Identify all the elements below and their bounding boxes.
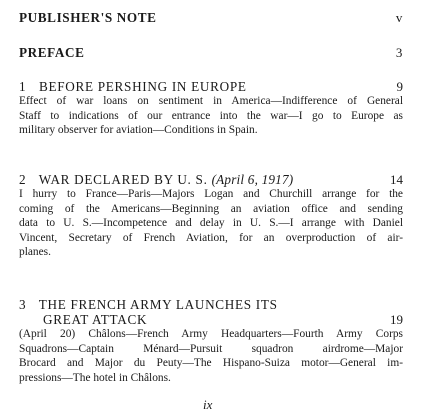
toc-entry-title: PREFACE: [19, 45, 85, 60]
chapter-page: 14: [390, 172, 403, 187]
summary-line: Staff to indications of our entrance into the war—I go to Europe as: [19, 109, 403, 122]
toc-entry-title: PUBLISHER'S NOTE: [19, 10, 157, 25]
chapter-page: 9: [396, 79, 403, 94]
summary-line: military observer for aviation—Conditions in Spain.: [19, 124, 258, 136]
summary-line: Brocard and Major du Peuty—The Hispano-Suiza motor—General im-: [19, 357, 403, 369]
chapter-title-line-1: THE FRENCH ARMY LAUNCHES ITS: [38, 297, 278, 312]
summary-line: Squadrons—Captain Ménard—Pursuit squadron airdrome—Major: [19, 342, 403, 355]
chapter-number: 2: [19, 172, 26, 187]
chapter-heading: [19, 172, 403, 187]
chapter-summary: [19, 187, 403, 260]
toc-entry-preface: [19, 45, 403, 61]
summary-line: Vincent, Secretary of French Aviation, for an overproduction of air-: [19, 231, 403, 244]
toc-chapter-3: [19, 297, 403, 385]
chapter-title: WAR DECLARED BY U. S.: [38, 172, 208, 187]
summary-line: (April 20) Châlons—French Army Headquarters—Fourth Army Corps: [19, 328, 403, 340]
page-number: ix: [203, 397, 213, 412]
summary-line: planes.: [19, 246, 51, 258]
toc-chapter-2: [19, 172, 403, 260]
summary-line: Effect of war loans on sentiment in America—Indifference of General: [19, 95, 403, 107]
summary-line: I hurry to France—Paris—Majors Logan and Churchill arrange for the: [19, 188, 403, 200]
chapter-heading: [19, 79, 403, 94]
toc-entry-publishers-note: [19, 10, 403, 26]
chapter-page: 19: [390, 312, 403, 327]
chapter-title-line-2: GREAT ATTACK: [43, 312, 148, 327]
toc-chapter-1: [19, 79, 403, 138]
chapter-number: 1: [19, 79, 26, 94]
chapter-number: 3: [19, 297, 26, 312]
summary-line: pressions—The hotel in Châlons.: [19, 371, 171, 384]
summary-line: coming of the Americans—Beginning an aviation office and sending: [19, 202, 403, 215]
chapter-heading: [19, 297, 403, 312]
toc-entry-page: 3: [395, 45, 403, 60]
summary-line: data to U. S.—Incompetence and delay in U. S.—I arrange with Daniel: [19, 217, 403, 229]
chapter-date: (April 6, 1917): [211, 172, 294, 187]
chapter-summary: [19, 94, 403, 138]
chapter-title: BEFORE PERSHING IN EUROPE: [39, 79, 247, 94]
chapter-heading-continued: [19, 312, 403, 327]
chapter-summary: [19, 327, 403, 385]
toc-entry-page: v: [395, 10, 403, 25]
